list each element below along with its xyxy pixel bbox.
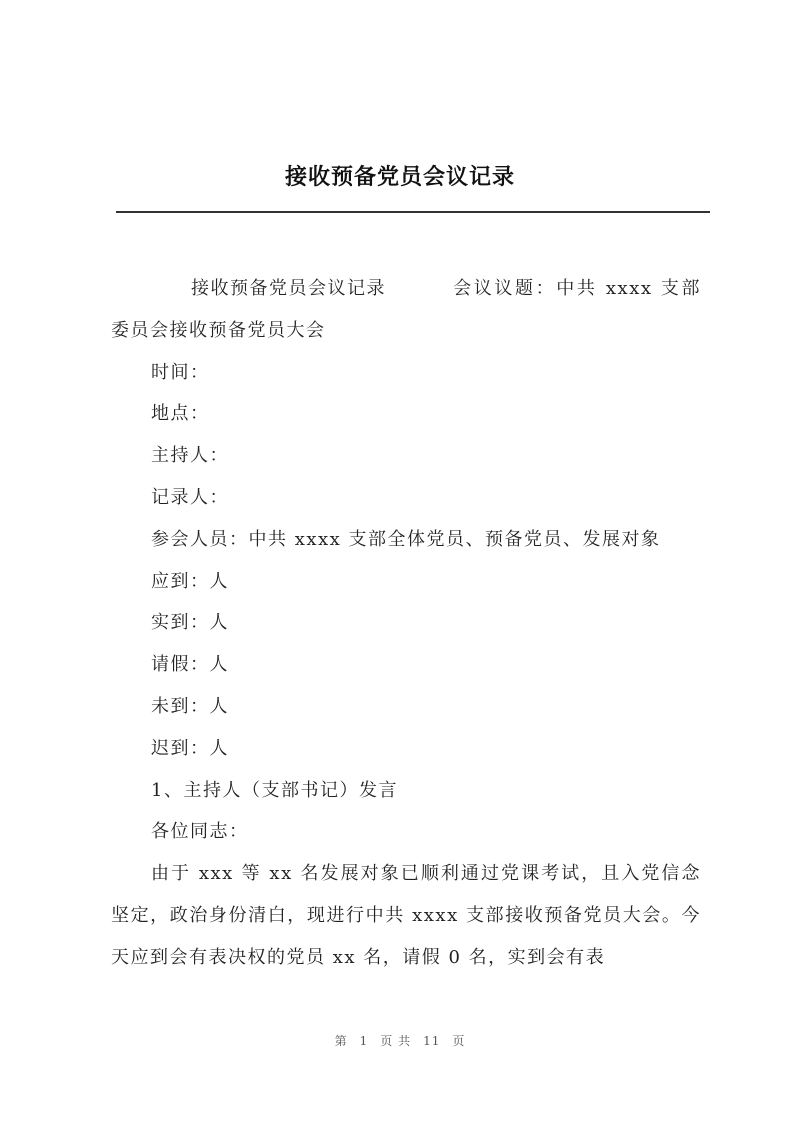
footer-total-pages: 11 xyxy=(423,1034,441,1048)
field-host: 主持人： xyxy=(151,445,229,467)
field-late: 迟到：人 xyxy=(151,737,229,759)
body-paragraph: 由于 xxx 等 xx 名发展对象已顺利通过党课考试，且入党信念坚定，政治身份清白，现进行中共 xxxx 支部接收预备党员大会。今天应到会有表决权的党员 xx 名，请假 0 名，实到会有表 xyxy=(111,863,701,968)
field-absent: 未到：人 xyxy=(151,695,229,717)
page-footer xyxy=(0,1032,800,1049)
field-time: 时间： xyxy=(151,361,210,383)
title-divider xyxy=(116,211,710,213)
field-recorder: 记录人： xyxy=(151,486,229,508)
footer-label-ye-gong: 页 共 xyxy=(380,1034,412,1048)
intro-doc-name: 接收预备党员会议记录 xyxy=(191,278,386,299)
field-location: 地点： xyxy=(151,403,210,425)
field-expected: 应到：人 xyxy=(151,570,229,592)
salutation: 各位同志： xyxy=(151,821,249,843)
section-heading-host-speech: 1、主持人（支部书记）发言 xyxy=(151,779,398,801)
document-body xyxy=(111,268,701,979)
intro-paragraph xyxy=(111,268,701,352)
field-attendees: 参会人员：中共 xxxx 支部全体党员、预备党员、发展对象 xyxy=(151,528,661,550)
footer-page-number: 1 xyxy=(359,1034,369,1048)
document-title: 接收预备党员会议记录 xyxy=(284,165,515,190)
footer-label-di: 第 xyxy=(334,1034,348,1048)
field-present: 实到：人 xyxy=(151,612,229,634)
meeting-topic: 会议议题：中共 xxxx 支部委员会接收预备党员大会 xyxy=(111,278,701,341)
footer-label-ye: 页 xyxy=(452,1034,466,1048)
field-leave: 请假：人 xyxy=(151,654,229,676)
